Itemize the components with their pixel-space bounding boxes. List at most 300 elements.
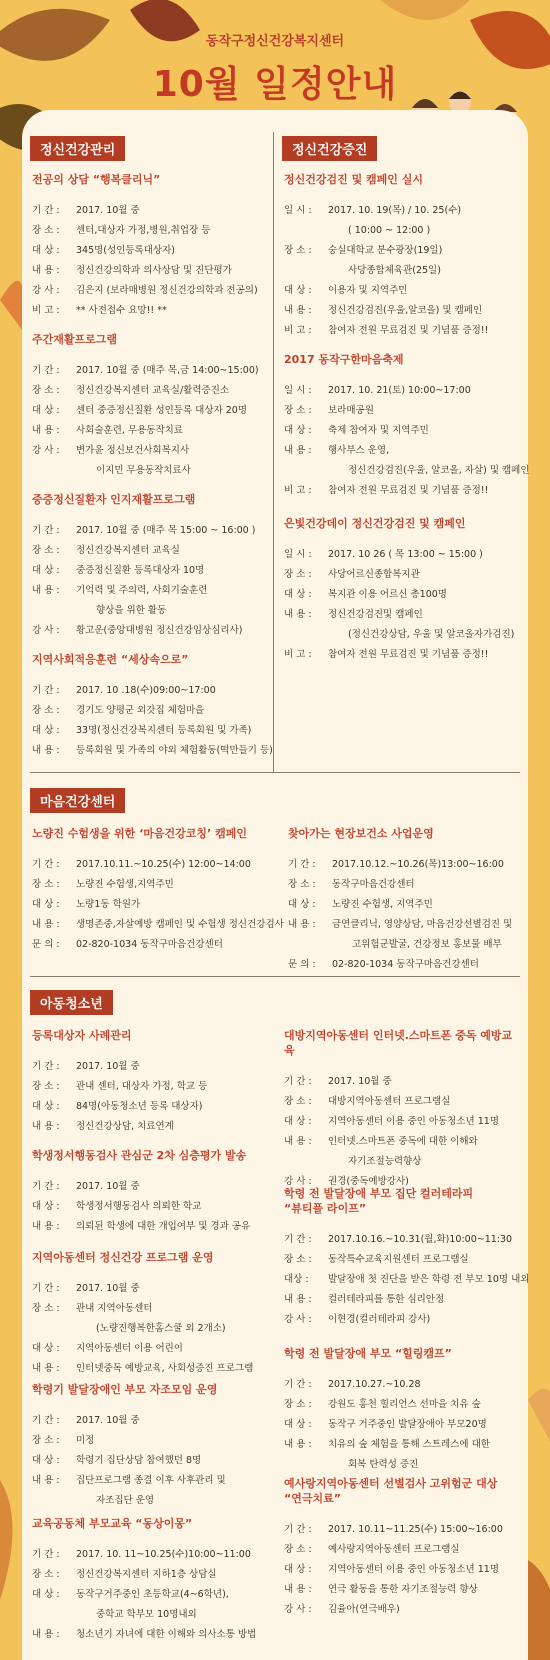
info-key: 기 간 : (284, 1076, 312, 1087)
block-title: 2017 동작구한마음축제 (284, 353, 404, 366)
info-key: 강 사 : (284, 1176, 312, 1187)
info-key: 강 사 : (32, 445, 60, 456)
info-row (32, 855, 278, 875)
info-key: 대 상 : (32, 1589, 60, 1600)
info-value: 참여자 전원 무료검진 및 기념품 증정!! (328, 649, 489, 660)
block-title: 노량진 수험생을 위한 ‘마음건강코칭’ 캠페인 (32, 827, 247, 840)
info-value: 2017.10.27.~10.28 (328, 1379, 421, 1390)
info-row (32, 621, 268, 641)
info-value: 정신건강복지센터 지하1층 상담실 (76, 1569, 217, 1580)
block-title: 예사랑지역아동센터 선별검사 고위험군 대상 “연극치료” (284, 1477, 498, 1505)
info-row (284, 1152, 522, 1172)
info-key: 대 상 : (284, 425, 312, 436)
section-label-maum: 마음건강센터 (30, 788, 125, 813)
info-value: 행사부스 운영, (328, 445, 390, 456)
info-row (284, 1250, 522, 1270)
schedule-block (32, 1028, 270, 1137)
info-value: 집단프로그램 종결 이후 사후관리 및 (76, 1475, 226, 1486)
info-key: 대 상 : (32, 1455, 60, 1466)
info-value: 이용자 및 지역주민 (328, 285, 408, 296)
info-key: 문 의 : (32, 939, 60, 950)
info-row (284, 605, 522, 625)
info-key: 대 상 : (32, 565, 60, 576)
info-row (32, 681, 268, 701)
info-value: 인터넷.스마트폰 중독에 대한 이해와 (328, 1136, 478, 1147)
info-row (284, 1230, 522, 1250)
info-row (32, 401, 268, 421)
info-key: 대 상 : (32, 725, 60, 736)
info-key: 대 상 : (288, 899, 316, 910)
info-row (32, 541, 268, 561)
info-row (284, 1395, 522, 1415)
info-row (32, 1471, 270, 1491)
schedule-block (32, 172, 268, 321)
info-row (284, 645, 522, 665)
info-row (284, 1560, 522, 1580)
info-row (284, 461, 530, 481)
info-key (32, 1491, 76, 1511)
info-value: 변가윤 정신보건사회복지사 (76, 445, 190, 456)
info-key: 기 간 : (32, 365, 60, 376)
info-key: 대 상 : (284, 589, 312, 600)
info-key: 기 간 : (32, 205, 60, 216)
info-value: 84명(아동청소년 등록 대상자) (76, 1101, 203, 1112)
info-value: 김율아(연극배우) (328, 1604, 400, 1615)
info-value: 노량진 수험생,지역주민 (76, 879, 174, 890)
info-value: 지역아동센터 이용 중인 아동청소년 11명 (328, 1116, 499, 1127)
info-key: 비 고 : (32, 305, 60, 316)
info-value: 2017. 10. 11~10.25(수)10:00~11:00 (76, 1549, 251, 1560)
info-value: 등록회원 및 가족의 야외 체험활동(떡만들기 등) (76, 745, 273, 756)
info-value: 2017. 10월 중 (76, 1415, 140, 1426)
info-row (284, 1132, 522, 1152)
info-value: 2017. 10. 21(토) 10:00~17:00 (328, 385, 471, 396)
info-row (32, 1279, 270, 1299)
info-row (32, 895, 278, 915)
info-key: 장 소 : (288, 879, 316, 890)
info-key: 장 소 : (32, 545, 60, 556)
schedule-block (284, 1476, 522, 1620)
info-key: 대 상 : (284, 1116, 312, 1127)
block-title: 찾아가는 현장보건소 사업운영 (288, 827, 434, 840)
info-value: 2017. 10월 중 (328, 1076, 392, 1087)
info-key: 대 상 : (32, 1343, 60, 1354)
info-value: 향상을 위한 활동 (96, 605, 167, 616)
info-row (32, 561, 268, 581)
section-divider-1 (30, 772, 520, 773)
schedule-block (32, 1382, 270, 1511)
org-name: 동작구정신건강복지센터 (205, 34, 345, 49)
info-row (32, 875, 278, 895)
page-header (0, 0, 550, 110)
info-value: 2017.10.11.~10.25(수) 12:00~14:00 (76, 859, 251, 870)
info-row (32, 421, 268, 441)
info-key: 내 용 : (32, 1475, 60, 1486)
info-value: 2017. 10월 중 (매주 목 15:00 ~ 16:00 ) (76, 525, 256, 536)
info-row (284, 1310, 522, 1330)
info-value: 노량1동 학원가 (76, 899, 141, 910)
info-key: 기 간 : (32, 1549, 60, 1560)
info-value: 축제 참여자 및 지역주민 (328, 425, 429, 436)
info-key: 기 간 : (32, 1061, 60, 1072)
info-key: 장 소 : (32, 879, 60, 890)
info-row (32, 301, 268, 321)
info-value: 2017. 10.11~11.25(수) 15:00~16:00 (328, 1524, 503, 1535)
block-title: 학령기 발달장애인 부모 자조모임 운영 (32, 1383, 218, 1396)
info-value: 중학교 학부모 10명내외 (96, 1609, 197, 1620)
info-key: 내 용 : (284, 609, 312, 620)
info-value: 연극 활동을 통한 자기조절능력 향상 (328, 1584, 478, 1595)
info-value: 컬러테라피를 통한 심리안정 (328, 1294, 445, 1305)
block-title: 지역아동센터 정신건강 프로그램 운영 (32, 1251, 214, 1264)
info-key: 기 간 : (288, 859, 316, 870)
info-key: 대 상 : (32, 405, 60, 416)
info-value: 미정 (76, 1435, 95, 1446)
schedule-block (32, 826, 284, 955)
info-value: 사당어르신종합복지관 (328, 569, 420, 580)
info-value: 2017. 10월 중 (76, 205, 140, 216)
info-value: 고위험군발굴, 건강정보 홍보물 배부 (352, 939, 502, 950)
info-row (284, 585, 522, 605)
info-row (284, 1375, 522, 1395)
info-key: 기 간 : (284, 1524, 312, 1535)
schedule-block (32, 652, 273, 761)
info-key: 기 간 : (284, 1379, 312, 1390)
info-value: 정신건강복지센터 교육실 (76, 545, 180, 556)
info-row (284, 1112, 522, 1132)
info-row (32, 1491, 270, 1511)
info-value: 회복 탄력성 증진 (348, 1459, 419, 1470)
info-row (284, 401, 522, 421)
info-value: 동작특수교육지원센터 프로그램실 (328, 1254, 469, 1265)
schedule-block (32, 332, 268, 481)
info-row (284, 481, 522, 501)
info-value: 정신건강검진(우울,알코올) 및 캠페인 (328, 305, 483, 316)
info-value: 보라매공원 (328, 405, 374, 416)
info-row (284, 1072, 522, 1092)
info-value: 2017. 10 .18(수)09:00~17:00 (76, 685, 216, 696)
info-key: 대 상 : (32, 1101, 60, 1112)
info-value: 경기도 양평군 외갓집 체험마을 (76, 705, 205, 716)
info-row (32, 1605, 270, 1625)
info-value: 중증정신질환 등록대상자 10명 (76, 565, 205, 576)
info-row (32, 521, 268, 541)
info-key: 장 소 : (284, 245, 312, 256)
info-value: 자조집단 운영 (96, 1495, 155, 1506)
info-key: 내 용 : (32, 1221, 60, 1232)
info-value: 자기조절능력향상 (348, 1156, 422, 1167)
info-key: 내 용 : (32, 919, 60, 930)
info-value: 정신건강상담, 치료연계 (76, 1121, 174, 1132)
info-key: 장 소 : (284, 1399, 312, 1410)
info-key: 일 시 : (284, 549, 312, 560)
info-row (284, 1455, 522, 1475)
info-row (32, 1359, 270, 1379)
info-row (284, 421, 522, 441)
schedule-block (288, 826, 522, 975)
info-value: ** 사전접수 요망!! ** (76, 305, 167, 316)
info-key: 대 상 : (32, 1201, 60, 1212)
block-title: 학생정서행동검사 관심군 2차 심층평가 발송 (32, 1149, 247, 1162)
info-key (284, 1455, 328, 1475)
info-key: 내 용 : (284, 305, 312, 316)
schedule-block (284, 1346, 522, 1475)
info-row (284, 1600, 522, 1620)
info-row (32, 1117, 270, 1137)
info-row (32, 281, 268, 301)
info-value: 2017. 10. 19(목) / 10. 25(수) (328, 205, 462, 216)
info-key: 기 간 : (32, 1283, 60, 1294)
info-value: 학생정서행동검사 의뢰한 학교 (76, 1201, 202, 1212)
info-row (32, 1097, 270, 1117)
info-row (284, 625, 522, 645)
info-value: 2017.10.12.~10.26(목)13:00~16:00 (332, 859, 504, 870)
info-row (32, 1451, 270, 1471)
info-key: 장 소 : (32, 705, 60, 716)
info-value: 이현경(컬러테라피 강사) (328, 1314, 431, 1325)
info-key: 기 간 : (32, 685, 60, 696)
info-key (284, 461, 328, 481)
info-row (32, 741, 273, 761)
block-title: 정신건강검진 및 캠페인 실시 (284, 173, 423, 186)
schedule-block (284, 1186, 530, 1330)
info-key: 장 소 : (284, 405, 312, 416)
info-key: 장 소 : (32, 1081, 60, 1092)
info-row (32, 1585, 270, 1605)
info-key (32, 601, 76, 621)
info-row (32, 461, 268, 481)
info-row (284, 301, 522, 321)
block-title: 학령 전 발달장애 부모 집단 컬러테라피 “뷰티플 라이프” (284, 1187, 474, 1215)
info-row (32, 601, 268, 621)
info-row (288, 875, 522, 895)
info-key: 내 용 : (284, 1294, 312, 1305)
info-row (32, 441, 268, 461)
info-value: 02-820-1034 동작구마음건강센터 (76, 939, 223, 950)
info-value: 의뢰된 학생에 대한 개입여부 및 경과 공유 (76, 1221, 251, 1232)
info-row (288, 915, 522, 935)
info-row (32, 241, 268, 261)
info-value: 동작구마음건강센터 (332, 879, 415, 890)
info-value: 기억력 및 주의력, 사회기술훈련 (76, 585, 208, 596)
info-value: 학령기 집단상담 참여했던 8명 (76, 1455, 202, 1466)
info-row (284, 545, 522, 565)
block-title: 학령 전 발달장애 부모 “힐링캠프” (284, 1347, 452, 1360)
info-value: 센터,대상자 가정,병원,취업장 등 (76, 225, 211, 236)
info-value: 사당종합체육관(25일) (348, 265, 441, 276)
info-row (32, 1339, 270, 1359)
schedule-block (32, 492, 268, 641)
info-row (32, 1217, 270, 1237)
info-value: 강원도 홍천 힐리언스 선마을 치유 숲 (328, 1399, 481, 1410)
info-key: 비 고 : (284, 649, 312, 660)
info-key: 장 소 : (284, 1096, 312, 1107)
info-key: 장 소 : (32, 225, 60, 236)
schedule-block (32, 1148, 270, 1237)
info-row (32, 1299, 270, 1319)
info-row (284, 1092, 522, 1112)
info-key (284, 221, 328, 241)
info-key: 대상 : (284, 1274, 309, 1285)
block-title: 전공의 상담 “행복클리닉” (32, 173, 161, 186)
info-value: 지역아동센터 이용 중인 아동청소년 11명 (328, 1564, 499, 1575)
info-key: 기 간 : (32, 1415, 60, 1426)
info-row (32, 1565, 270, 1585)
info-row (284, 281, 522, 301)
info-row (284, 1580, 522, 1600)
info-row (284, 1270, 530, 1290)
info-row (284, 241, 522, 261)
block-title: 은빛건강데이 정신건강검진 및 캠페인 (284, 517, 466, 530)
info-key: 내 용 : (288, 919, 316, 930)
info-value: 2017.10.16.~10.31(월,화)10:00~11:30 (328, 1234, 513, 1245)
info-row (32, 1545, 270, 1565)
info-row (288, 855, 522, 875)
info-value: 복지관 이용 어르신 총100명 (328, 589, 447, 600)
section-label-promo: 정신건강증진 (282, 136, 377, 161)
column-divider-top (273, 132, 274, 772)
info-value: 2017. 10월 중 (76, 1283, 140, 1294)
info-row (288, 895, 522, 915)
info-key: 내 용 : (32, 1363, 60, 1374)
info-key: 일 시 : (284, 385, 312, 396)
info-value: 33명(정신건강복지센터 등록회원 및 가족) (76, 725, 252, 736)
schedule-block (284, 1028, 522, 1192)
info-row (32, 381, 268, 401)
info-key: 장 소 : (32, 1569, 60, 1580)
info-key: 강 사 : (32, 285, 60, 296)
info-row (32, 221, 268, 241)
info-row (32, 581, 268, 601)
info-row (284, 381, 522, 401)
info-value: 참여자 전원 무료검진 및 기념품 증정!! (328, 485, 489, 496)
schedule-block (32, 1250, 270, 1379)
schedule-block (284, 352, 530, 501)
page-title: 10월 일정안내 (152, 64, 398, 105)
info-row (32, 935, 278, 955)
section-label-youth: 아동청소년 (30, 990, 113, 1015)
info-key: 내 용 : (284, 1584, 312, 1595)
info-value: 노량진 수험생, 지역주민 (332, 899, 433, 910)
info-key (32, 1605, 76, 1625)
info-key: 내 용 : (32, 425, 60, 436)
info-row (32, 701, 268, 721)
info-row (284, 1540, 522, 1560)
info-value: ( 10:00 ~ 12:00 ) (348, 225, 431, 236)
info-row (32, 915, 284, 935)
info-value: 치유의 숲 체험을 통해 스트레스에 대한 (328, 1439, 490, 1450)
info-row (32, 1057, 270, 1077)
info-key: 강 사 : (32, 625, 60, 636)
info-value: 345명(성인등록대상자) (76, 245, 175, 256)
info-row (32, 201, 268, 221)
info-value: 지역아동센터 이용 어린이 (76, 1343, 183, 1354)
info-key: 장 소 : (284, 569, 312, 580)
info-value: 정신건강의학과 의사상담 및 진단평가 (76, 265, 232, 276)
info-key: 비 고 : (284, 325, 312, 336)
info-value: 생명존중,자살예방 캠페인 및 수험생 정신건강검사 (76, 919, 284, 930)
info-row (32, 721, 268, 741)
info-key: 기 간 : (32, 859, 60, 870)
info-value: 이지민 무용동작치료사 (96, 465, 191, 476)
block-title: 교육공동체 부모교육 “동상이몽” (32, 1517, 193, 1530)
info-row (32, 261, 268, 281)
info-row (284, 221, 522, 241)
section-label-mental: 정신건강관리 (30, 136, 125, 161)
info-row (288, 955, 522, 975)
info-row (284, 201, 522, 221)
info-key: 내 용 : (284, 445, 312, 456)
info-row (32, 1177, 270, 1197)
info-key: 기 간 : (284, 1234, 312, 1245)
schedule-block (284, 172, 522, 341)
info-key (288, 935, 332, 955)
info-row (284, 1520, 522, 1540)
info-value: 인터넷중독 예방교육, 사회성증진 프로그램 (76, 1363, 254, 1374)
info-key (284, 625, 328, 645)
section-divider-2 (30, 976, 520, 977)
info-key: 일 시 : (284, 205, 312, 216)
info-value: 대방지역아동센터 프로그램실 (328, 1096, 451, 1107)
info-value: 2017. 10월 중 (76, 1061, 140, 1072)
info-key: 대 상 : (32, 899, 60, 910)
info-value: 정신건강검진및 캠페인 (328, 609, 423, 620)
info-value: 예사랑지역아동센터 프로그램실 (328, 1544, 460, 1555)
info-row (32, 361, 268, 381)
block-title: 등록대상자 사례관리 (32, 1029, 132, 1042)
info-row (284, 1290, 522, 1310)
info-key: 장 소 : (32, 1435, 60, 1446)
info-value: 발달장애 첫 진단을 받은 학령 전 부모 10명 내외 (328, 1274, 530, 1285)
schedule-block (284, 516, 522, 665)
info-value: 권경(중독예방강사) (328, 1176, 409, 1187)
info-row (32, 1625, 270, 1645)
info-row (288, 935, 522, 955)
info-key: 장 소 : (284, 1254, 312, 1265)
block-title: 주간재활프로그램 (32, 333, 118, 346)
info-key: 강 사 : (284, 1604, 312, 1615)
block-title: 지역사회적응훈련 “세상속으로” (32, 653, 189, 666)
info-value: 황고운(중앙대병원 정신건강임상심리사) (76, 625, 243, 636)
info-row (284, 321, 522, 341)
info-key (284, 1152, 328, 1172)
info-value: 센터 중증정신질환 성인등록 대상자 20명 (76, 405, 247, 416)
info-row (32, 1411, 270, 1431)
info-row (284, 261, 522, 281)
block-title: 대방지역아동센터 인터넷.스마트폰 중독 예방교육 (284, 1029, 513, 1057)
info-key: 대 상 : (284, 285, 312, 296)
info-key: 장 소 : (32, 1303, 60, 1314)
info-value: 02-820-1034 동작구마음건강센터 (332, 959, 479, 970)
info-row (32, 1431, 270, 1451)
info-key (32, 461, 76, 481)
info-key: 내 용 : (32, 265, 60, 276)
info-key: 내 용 : (32, 1629, 60, 1640)
info-value: 관내 지역아동센터 (76, 1303, 153, 1314)
info-row (284, 565, 522, 585)
info-key: 장 소 : (284, 1544, 312, 1555)
info-value: 2017. 10월 중 (매주 목,금 14:00~15:00) (76, 365, 259, 376)
info-value: 정신건강복지센터 교육실/활력증진소 (76, 385, 230, 396)
info-value: (노량진행복한홈스쿨 외 2개소) (96, 1323, 226, 1334)
info-key: 내 용 : (284, 1136, 312, 1147)
info-value: 2017. 10 26 ( 목 13:00 ~ 15:00 ) (328, 549, 483, 560)
info-row (32, 1319, 270, 1339)
info-key: 내 용 : (32, 1121, 60, 1132)
info-key: 내 용 : (284, 1439, 312, 1450)
info-value: 참여자 전원 무료검진 및 기념품 증정!! (328, 325, 489, 336)
info-key (32, 1319, 76, 1339)
